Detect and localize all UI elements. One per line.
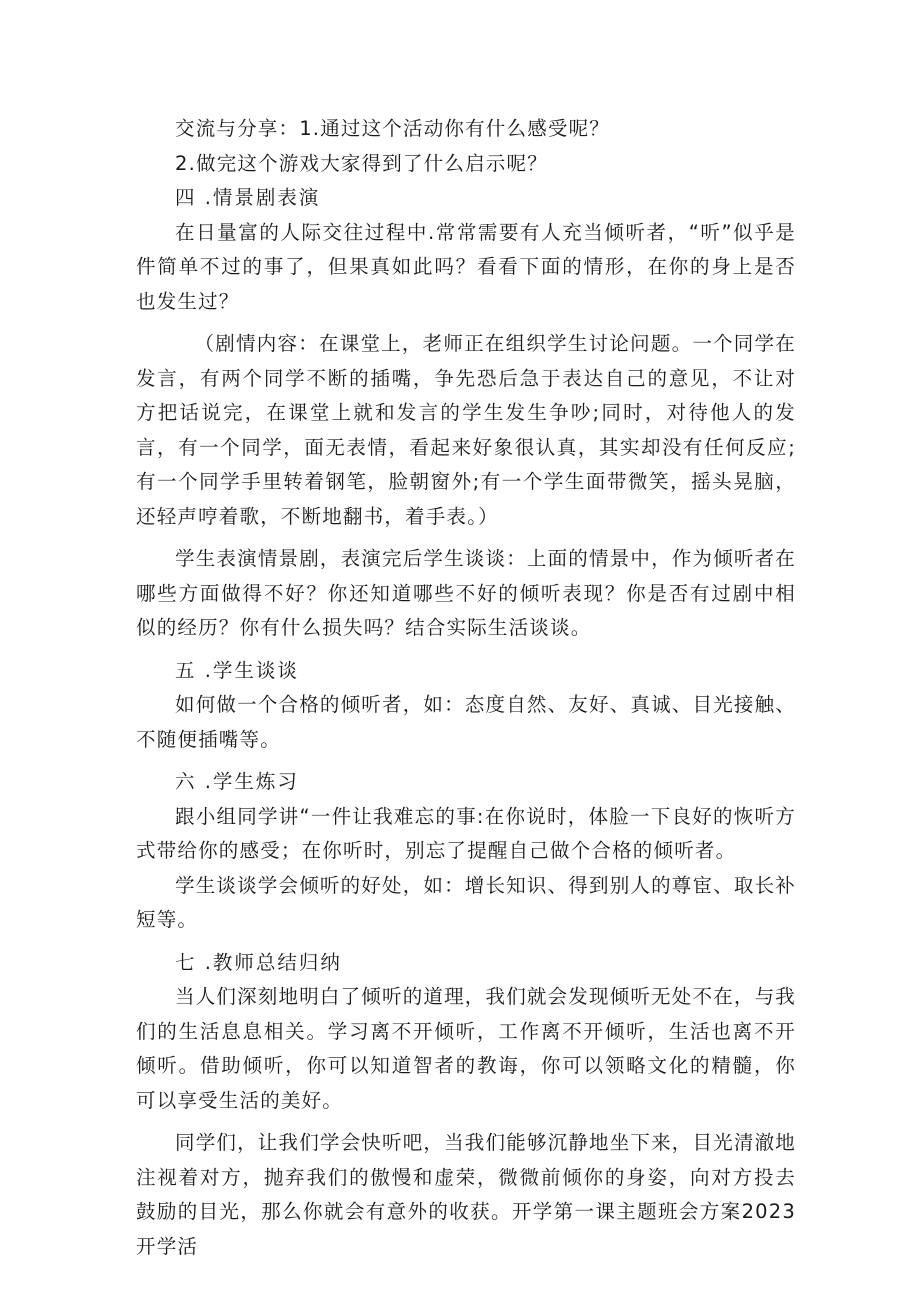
section-4-heading: 四 .情景剧表演 xyxy=(175,186,321,209)
section-4-intro: 在日量富的人际交往过程中.常常需要有人充当倾听者，“听”似乎是件简单不过的事了，但果真如此吗？看看下面的情形，在你的身上是否也发生过？ xyxy=(136,220,796,313)
closing-paragraph: 同学们，让我们学会快听吧，当我们能够沉静地坐下来，目光清澈地注视着对方，抛弃我们的傲慢和虚荣，微微前倾你的身姿，向对方投去鼓励的目光，那么你就会有意外的收获。开学第一课主题班会方案2023开学活 xyxy=(136,1131,797,1258)
section-6-benefits: 学生谈谈学会倾听的好处，如：增长知识、得到别人的尊宦、取长补短等。 xyxy=(136,873,797,931)
section-7-body: 当人们深刻地明白了倾听的道理，我们就会发现倾听无处不在，与我们的生活息息相关。学习离不开倾听，工作离不开倾听，生活也离不开倾听。借助倾听，你可以知道智者的教诲，你可以领略文化的精髓，你可以享受生活的美好。 xyxy=(136,985,797,1112)
share-question-2: 2.做完这个游戏大家得到了什么启示呢？ xyxy=(175,151,548,175)
section-5-heading: 五 .学生谈谈 xyxy=(175,658,299,682)
share-questions: 交流与分享：1.通过这个活动你有什么感受呢？ xyxy=(175,117,611,140)
section-7-heading: 七 .教师总结归纳 xyxy=(175,950,342,974)
document-body xyxy=(136,112,796,1264)
section-6-heading: 六 .学生炼习 xyxy=(175,770,299,793)
section-5-body: 如何做一个合格的倾听者，如：态度自然、友好、真诚、目光接触、不随便插嘴等。 xyxy=(136,693,797,751)
section-6-body: 跟小组同学讲“一件让我难忘的事:在你说时，体脸一下良好的恢听方式带给你的感受；在你听时，别忘了提醒自己做个合格的倾听者。 xyxy=(136,804,796,862)
script-content: （剧情内容：在课堂上，老师正在组织学生讨论问题。一个同学在发言，有两个同学不断的插嘴，争先恐后急于表达自己的意见，不让对方把话说完，在课堂上就和发言的学生发生争吵;同时，对待他人的发言，有一个同学，面无表情，看起来好象很认真，其实却没有任何反应;有一个同学手里转着钢笔，脸朝窗外;有一个学生面带微笑，摇头晃脑，还轻声哼着歌，不断地翻书，着手表。） xyxy=(136,332,796,528)
performance-discussion: 学生表演情景剧，表演完后学生谈谈：上面的情景中，作为倾听者在哪些方面做得不好？你还知道哪些不好的倾听表现？你是否有过剧中相似的经历？你有什么损失吗？结合实际生活谈谈。 xyxy=(136,547,797,639)
